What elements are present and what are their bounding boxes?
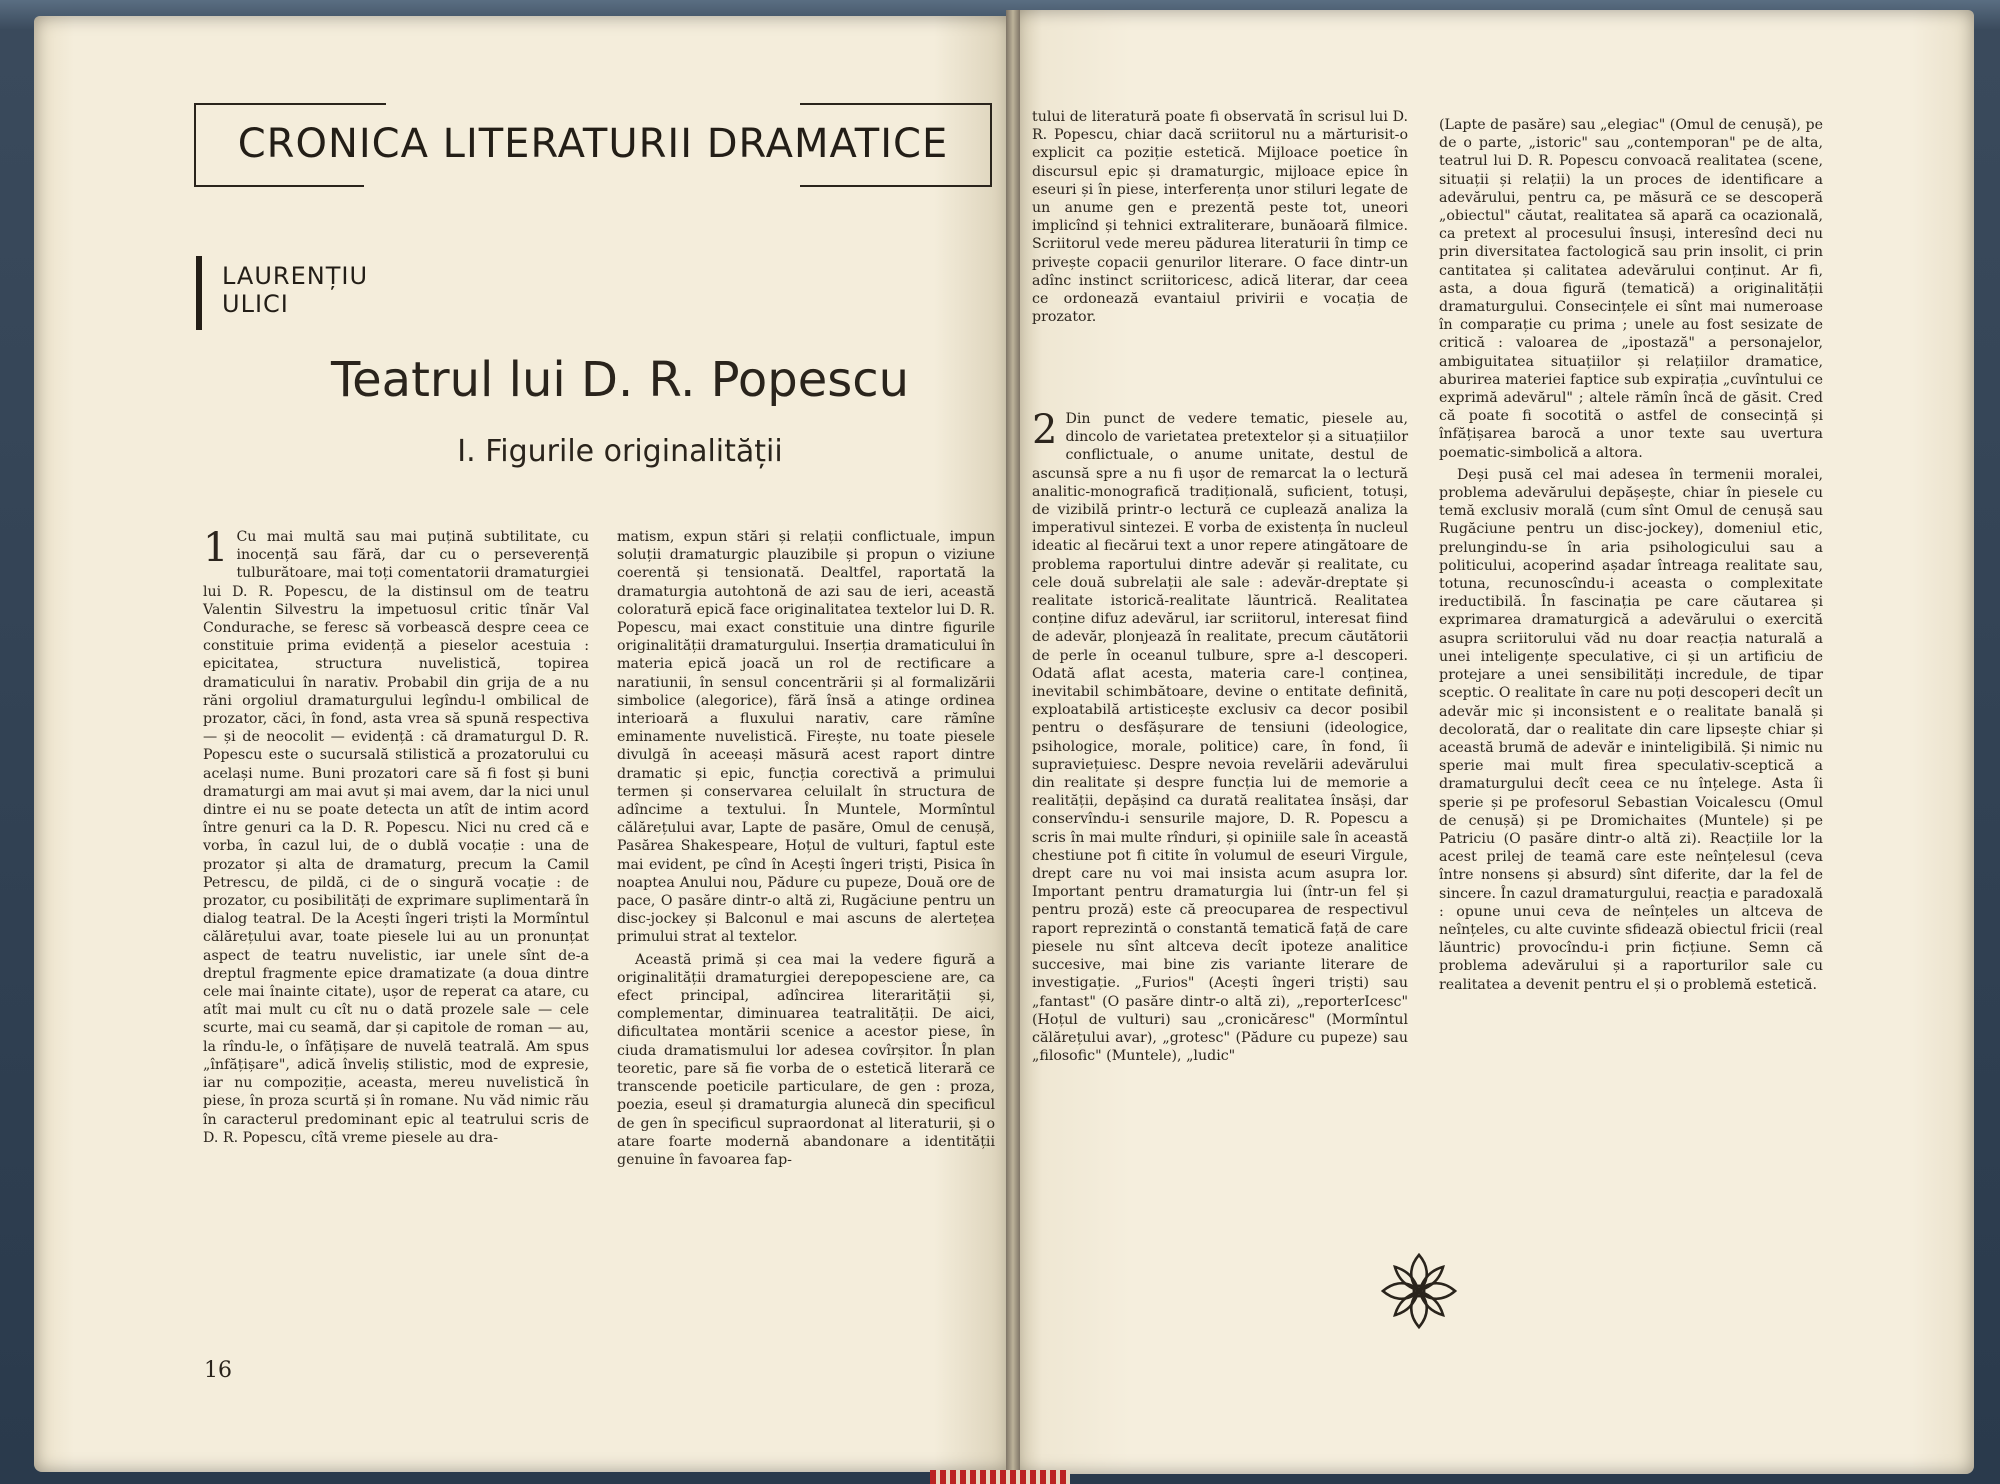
author-first-name: LAURENȚIU	[222, 262, 369, 290]
text-column-3-section-2	[1032, 407, 1408, 1065]
section-header-box	[194, 103, 992, 187]
paragraph: (Lapte de pasăre) sau „elegiac" (Omul de cenușă), pe de o parte, „istoric" sau „contemporan" pe de alta, teatrul lui D. R. Popescu convoacă realitatea (scene, situații și relații) la un proces de identificare a adevărului, pentru ca, pe măsură ce se descoperă „obiectul" căutat, realitatea să apară ca ocazională, ca pretext al procesului însuși, interesînd deci nu prin diversitatea factologică sau prin insolit, ci prin cantitatea și calitatea adevărului conținut. Ar fi, asta, a doua figură (tematică) a originalității dramaturgului. Consecințele ei sînt mai numeroase în comparație cu prima ; unele au fost sesizate de critică : valoarea de „ipostază" a personajelor, ambiguitatea situațiilor și relațiilor dramatice, aburirea materiei faptice sub expirația „cuvîntului ce exprimă adevărul" ; altele rămîn încă de găsit. Cred că poate fi socotită o astfel de consecință și înfățișarea barocă a unor texte sau uvertura poematic-simbolică a altora.	[1439, 117, 1823, 461]
section-number: 2	[1032, 407, 1058, 453]
bookmark-ribbon	[930, 1470, 1070, 1484]
text-column-3	[1032, 108, 1408, 326]
paragraph: Cu mai multă sau mai puțină subtilitate, cu inocență sau fără, dar cu o perseverență tulburătoare, mai toți comentatorii dramaturgiei lui D. R. Popescu, de la distinsul om de teatru Valentin Silvestru la impetuosul critic tînăr Val Condurache, se feresc să vorbească despre ceea ce constituie prima evidență a pieselor acestuia : epicitatea, structura nuvelistică, topirea dramaticului în narativ. Probabil din grija de a nu răni orgoliul dramaturgului legîndu-l ombilical de prozator, căci, în fond, asta vrea să spună respectiva — și de neocolit — evidență : că dramaturgul D. R. Popescu este o sucursală stilistică a prozatorului cu același nume. Buni prozatori care să fi fost și buni dramaturgi am mai avut și mai avem, dar la nici unul dintre ei nu se poate detecta un atît de intim acord între genuri ca la D. R. Popescu. Nici nu cred că e vorba, în cazul lui, de o dublă vocație : una de prozator și alta de dramaturg, precum la Camil Petrescu, de pildă, ci de o singură vocație : de prozator, cu posibilități de exprimare suplimentară în dialog teatral. De la Acești îngeri triști la Mormîntul călărețului avar, toate piesele lui au un pronunțat aspect de teatru nuvelistic, iar unele sînt de-a dreptul fragmente epice dramatizate (a doua dintre cele mai înainte citate), ușor de reperat ca atare, cu atît mai mult cu cît nu o dată prozele sale — cele scurte, mai cu seamă, dar și capitole de roman — au, la rîndu-le, o înfățișare de nuvelă teatrală. Am spus „înfățișare", adică înveliș stilistic, mod de expresie, iar nu compoziție, aceasta, mereu nuvelistică în piese, în proza scurtă și în romane. Nu văd nimic rău în caracterul predominant epic al teatrului scris de D. R. Popescu, cîtă vreme piesele au dra-	[203, 529, 589, 1146]
author-name	[222, 262, 368, 318]
floral-ornament-icon	[1376, 1248, 1462, 1334]
header-rule	[194, 185, 364, 187]
paragraph: Din punct de vedere tematic, piesele au, dincolo de varietatea pretextelor și a situațiilor conflictuale, o anume unitate, destul de ascunsă spre a nu fi ușor de remarcat la o lectură analitic-monografică tradițională, suficient, totuși, de vizibilă printr-o lectură ce cuplează analiza la imperativul sintezei. E vorba de existența în nucleul ideatic al fiecărui text a unor repere atingătoare de problema raportului dintre adevăr și realitate, cu cele două subrelații ale sale : adevăr-dreptate și realitate istorică-realitate lăuntrică. Realitatea conține difuz adevărul, iar scriitorul, interesat fiind de adevăr, plonjează în realitate, precum căutătorii de perle în oceanul tulbure, spre a-l descoperi. Odată aflat acesta, materia care-l conținea, inevitabil schimbătoare, devine o entitate definită, exploatabilă artisticește exclusiv ca decor posibil pentru o desfășurare de tensiuni (ideologice, psihologice, morale, politice) care, în fond, îi supraviețuiesc. Despre nevoia revelării adevărului din realitate și despre funcția lui de memorie a realității, depășind ca durată realitatea însăși, dar conservîndu-i sensurile majore, D. R. Popescu a scris în mai multe rînduri, și opiniile sale în această chestiune pot fi citite în volumul de eseuri Virgule, drept care nu voi mai insista acum asupra lor. Important pentru dramaturgia lui (într-un fel și pentru proză) este că preocuparea de respectivul raport reprezintă o constantă tematică față de care piesele nu sînt altceva decît ipoteze analitice succesive, mai bine zis variante literare de investigație. „Furios" (Acești îngeri triști) sau „fantast" (O pasăre dintr-o altă zi), „reporterIcesc" (Hoțul de vulturi) sau „cronicăresc" (Mormîntul călărețului avar), „grotesc" (Pădure cu pupeze) sau „filosofic" (Muntele), „ludic"	[1032, 411, 1408, 1065]
text-column-1	[203, 525, 589, 1147]
page-number: 16	[204, 1358, 232, 1383]
text-column-4	[1439, 116, 1823, 994]
article-title: Teatrul lui D. R. Popescu	[330, 352, 910, 408]
author-last-name: ULICI	[222, 290, 289, 318]
section-number: 1	[203, 525, 229, 571]
text-column-2	[617, 528, 995, 1169]
paragraph: Deși pusă cel mai adesea în termenii moralei, problema adevărului depășește, chiar în piesele cu temă exclusiv morală (cum sînt Omul de cenușă sau Rugăciune pentru un disc-jockey), domeniul etic, prelungindu-se în aria psihologicului sau a politicului, acoperind așadar întreaga realitate sau, totuna, recunoscîndu-i aceasta o complexitate ireductibilă. În fascinația pe care căutarea și exprimarea dramaturgică a adevărului o exercită asupra scriitorului văd nu doar reacția naturală a unei inteligențe speculative, ci și un artificiu de protejare a unei sensibilități incredule, de tipar sceptic. O realitate în care nu poți descoperi decît un adevăr mic și inconsistent e o realitate banală și decolorată, dar o realitate din care lipsește chiar și această brumă de adevăr e ininteligibilă. Și nimic nu sperie mai mult firea speculativ-sceptică a dramaturgului decît ceea ce nu înțelege. Asta îi sperie și pe profesorul Sebastian Voicalescu (Omul de cenușă) și pe Dromichaites (Muntele) și pe Patriciu (O pasăre dintr-o altă zi). Reacțiile lor la acest prilej de teamă care este neînțelesul (ceva între nonsens și absurd) sînt diferite, dar la fel de sincere. În cazul dramaturgului, reacția e paradoxală : opune unui ceva de neînțeles un altceva de neînțeles, cu alte cuvinte sfidează obiectul fricii (real lăuntric) provocîndu-i prin ficțiune. Semn că problema adevărului și a raporturilor sale cu realitatea a devenit pentru el și o problemă estetică.	[1439, 466, 1823, 993]
author-bar	[196, 256, 202, 330]
header-rule	[194, 103, 386, 105]
article-subtitle: I. Figurile originalității	[457, 434, 783, 469]
paragraph: tului de literatură poate fi observată în scrisul lui D. R. Popescu, chiar dacă scriitorul nu a mărturisit-o explicit ca poziție estetică. Mijloace poetice în discursul epic și dramaturgic, mijloace epice în eseuri și în piese, interferența unor stiluri legate de un anume gen e prezentă peste tot, uneori implicînd și tehnici extraliterare, bunăoară filmice. Scriitorul vede mereu pădurea literaturii în timp ce privește copacii genurilor literare. O face dintr-un adînc instinct scriitoricesc, adică literar, dar ceea ce ordonează evantaiul privirii e vocația de prozator.	[1032, 109, 1408, 326]
paragraph: Această primă și cea mai la vedere figură a originalității dramaturgiei derepopesciene are, ca efect principal, adîncirea literarității și, complementar, diminuarea teatralității. De aici, dificultatea montării scenice a acestor piese, în ciuda dramatismului lor adesea covîrșitor. În plan teoretic, pare să fie vorba de o estetică literară ce transcende poeticile particulare, de gen : proza, poezia, eseul și dramaturgia alunecă din specificul de gen în specificul supraordonat al literaturii, și o atare foarte modernă abandonare a identității genuine în favoarea fap-	[617, 951, 995, 1168]
paragraph: matism, expun stări și relații conflictuale, impun soluții dramaturgic plauzibile și propun o viziune coerentă și tensionată. Dealtfel, raportată la dramaturgia autohtonă de azi sau de ieri, această coloratură epică face originalitatea textelor lui D. R. Popescu, mai exact constituie una dintre figurile originalității dramaturgului. Inserția dramaticului în materia epică joacă un rol de rectificare a naratiunii, în sensul concentrării și al formalizării simbolice (alegorice), fără însă a atinge ordinea interioară a fluxului narativ, care rămîne eminamente nuvelistică. Firește, nu toate piesele divulgă în aceeași măsură acest raport dintre dramatic și epic, funcția corectivă a primului termen și conservarea celuilalt în structura de adîncime a textului. În Muntele, Mormîntul călărețului avar, Lapte de pasăre, Omul de cenușă, Pasărea Shakespeare, Hoțul de vulturi, faptul este mai evident, pe cînd în Acești îngeri triști, Pisica în noaptea Anului nou, Pădure cu pupeze, Două ore de pace, O pasăre dintr-o altă zi, Rugăciune pentru un disc-jockey și Balconul e mai ascuns de alertețea primului strat al textelor.	[617, 529, 995, 946]
header-rule	[800, 185, 992, 187]
section-title: CRONICA LITERATURII DRAMATICE	[237, 121, 949, 167]
book-gutter	[1006, 10, 1020, 1474]
header-rule	[800, 103, 992, 105]
